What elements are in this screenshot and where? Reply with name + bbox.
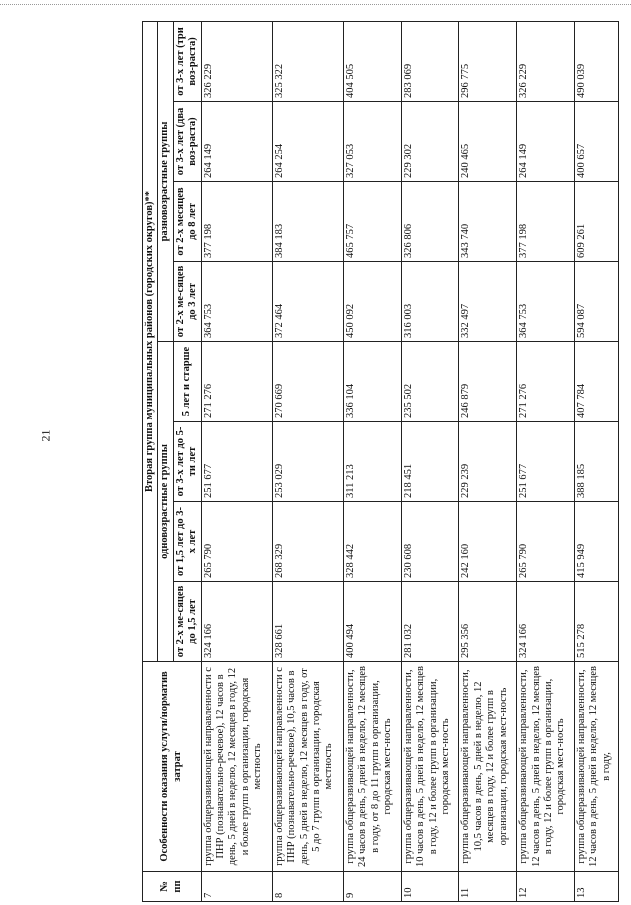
table-row xyxy=(459,21,517,901)
row-value: 327 053 xyxy=(344,102,402,182)
row-value: 328 661 xyxy=(272,582,343,662)
row-number: 9 xyxy=(344,872,402,902)
row-description: группа общеразвивающей направленности, 12 часов в день, 5 дней в неделю, 12 месяцев в году, xyxy=(574,662,618,872)
row-value: 336 104 xyxy=(344,342,402,422)
table-wrapper xyxy=(142,22,619,902)
row-value: 265 790 xyxy=(201,502,272,582)
row-number: 13 xyxy=(574,872,618,902)
row-value: 230 608 xyxy=(401,502,459,582)
row-value: 465 757 xyxy=(344,182,402,262)
row-value: 328 442 xyxy=(344,502,402,582)
header-col-5: от 2-х ме-сяцев до 3 лет xyxy=(173,262,201,342)
row-value: 281 032 xyxy=(401,582,459,662)
header-col-7: от 3-х лет (два воз-раста) xyxy=(173,102,201,182)
rotated-table xyxy=(142,22,619,902)
row-number: 7 xyxy=(201,872,272,902)
table-row xyxy=(401,21,459,901)
row-value: 364 753 xyxy=(201,262,272,342)
row-description: группа общеразвивающей направленности, 10 часов в день, 5 дней в неделю, 12 месяцев в году, 12 и более групп в организации, городская мест-ность xyxy=(401,662,459,872)
row-value: 271 276 xyxy=(201,342,272,422)
row-number: 8 xyxy=(272,872,343,902)
table-row xyxy=(272,21,343,901)
row-value: 251 677 xyxy=(517,422,575,502)
row-value: 490 039 xyxy=(574,21,618,101)
table-body xyxy=(201,21,619,901)
row-value: 388 185 xyxy=(574,422,618,502)
row-value: 316 003 xyxy=(401,262,459,342)
row-value: 364 753 xyxy=(517,262,575,342)
row-value: 242 160 xyxy=(459,502,517,582)
row-description: группа общеразвивающей направленности, 10,5 часов в день, 5 дней в неделю, 12 месяцев в году, 12 и более групп в организации, городская мест-ность xyxy=(459,662,517,872)
row-value: 326 229 xyxy=(517,21,575,101)
row-value: 229 302 xyxy=(401,102,459,182)
table-row xyxy=(201,21,272,901)
row-value: 324 166 xyxy=(517,582,575,662)
row-value: 283 069 xyxy=(401,21,459,101)
row-value: 450 092 xyxy=(344,262,402,342)
row-value: 240 465 xyxy=(459,102,517,182)
row-value: 251 677 xyxy=(201,422,272,502)
row-value: 326 806 xyxy=(401,182,459,262)
header-col-2: от 1,5 лет до 3-х лет xyxy=(173,502,201,582)
row-value: 377 198 xyxy=(201,182,272,262)
row-value: 265 790 xyxy=(517,502,575,582)
row-value: 235 502 xyxy=(401,342,459,422)
row-number: 10 xyxy=(401,872,459,902)
row-value: 400 494 xyxy=(344,582,402,662)
row-value: 218 451 xyxy=(401,422,459,502)
row-value: 296 775 xyxy=(459,21,517,101)
row-value: 246 879 xyxy=(459,342,517,422)
row-value: 407 784 xyxy=(574,342,618,422)
table-row xyxy=(344,21,402,901)
row-number: 12 xyxy=(517,872,575,902)
table-row xyxy=(517,21,575,901)
header-group-title: Вторая группа муниципальных районов (городских округов)** xyxy=(143,21,158,661)
row-value: 594 087 xyxy=(574,262,618,342)
row-description: группа общеразвивающей направленности, 24 часов в день, 5 дней в неделю, 12 месяцев в году, от 8 до 11 групп в организации, городская мест-ность xyxy=(344,662,402,872)
row-value: 229 239 xyxy=(459,422,517,502)
header-col-3: от 3-х лет до 5-ти лет xyxy=(173,422,201,502)
row-value: 404 505 xyxy=(344,21,402,101)
page-number: 21 xyxy=(38,429,53,442)
row-value: 264 149 xyxy=(517,102,575,182)
row-value: 264 149 xyxy=(201,102,272,182)
row-value: 343 740 xyxy=(459,182,517,262)
row-value: 515 278 xyxy=(574,582,618,662)
row-number: 11 xyxy=(459,872,517,902)
row-value: 271 276 xyxy=(517,342,575,422)
scan-edge-top xyxy=(0,4,631,6)
row-description: группа общеразвивающей направленности с ПНР (познавательно-речевое), 10,5 часов в день, 5 дней в неделю, 12 месяцев в году, от 5 до 7 групп в организации, городская местность xyxy=(272,662,343,872)
row-value: 415 949 xyxy=(574,502,618,582)
header-features: Особенности оказания услуги/норматив затрат xyxy=(143,662,202,872)
row-description: группа общеразвивающей направленности, 12 часов в день, 5 дней в неделю, 12 месяцев в году, 12 и более групп в организации, городская мест-ность xyxy=(517,662,575,872)
header-single-age: одновозрастные группы xyxy=(158,342,173,662)
table-row xyxy=(574,21,618,901)
header-col-6: от 2-х месяцев до 8 лет xyxy=(173,182,201,262)
row-value: 400 657 xyxy=(574,102,618,182)
row-value: 324 166 xyxy=(201,582,272,662)
row-value: 332 497 xyxy=(459,262,517,342)
row-value: 325 322 xyxy=(272,21,343,101)
header-col-4: 5 лет и старше xyxy=(173,342,201,422)
header-mixed-age: разновозрастные группы xyxy=(158,21,173,341)
row-value: 268 329 xyxy=(272,502,343,582)
row-value: 253 029 xyxy=(272,422,343,502)
row-value: 270 669 xyxy=(272,342,343,422)
header-no: № пп xyxy=(143,872,202,902)
row-description: группа общеразвивающей направленности с ПНР (познавательно-речевое), 12 часов в день, 5 дней в неделю, 12 месяцев в году, 12 и более групп в организации, городская местность xyxy=(201,662,272,872)
row-value: 264 254 xyxy=(272,102,343,182)
header-col-1: от 2-х ме-сяцев до 1,5 лет xyxy=(173,582,201,662)
row-value: 372 464 xyxy=(272,262,343,342)
row-value: 609 261 xyxy=(574,182,618,262)
cost-table xyxy=(142,21,619,902)
header-col-8: от 3-х лет (три воз-раста) xyxy=(173,21,201,101)
row-value: 377 198 xyxy=(517,182,575,262)
row-value: 311 213 xyxy=(344,422,402,502)
row-value: 384 183 xyxy=(272,182,343,262)
row-value: 326 229 xyxy=(201,21,272,101)
row-value: 295 356 xyxy=(459,582,517,662)
